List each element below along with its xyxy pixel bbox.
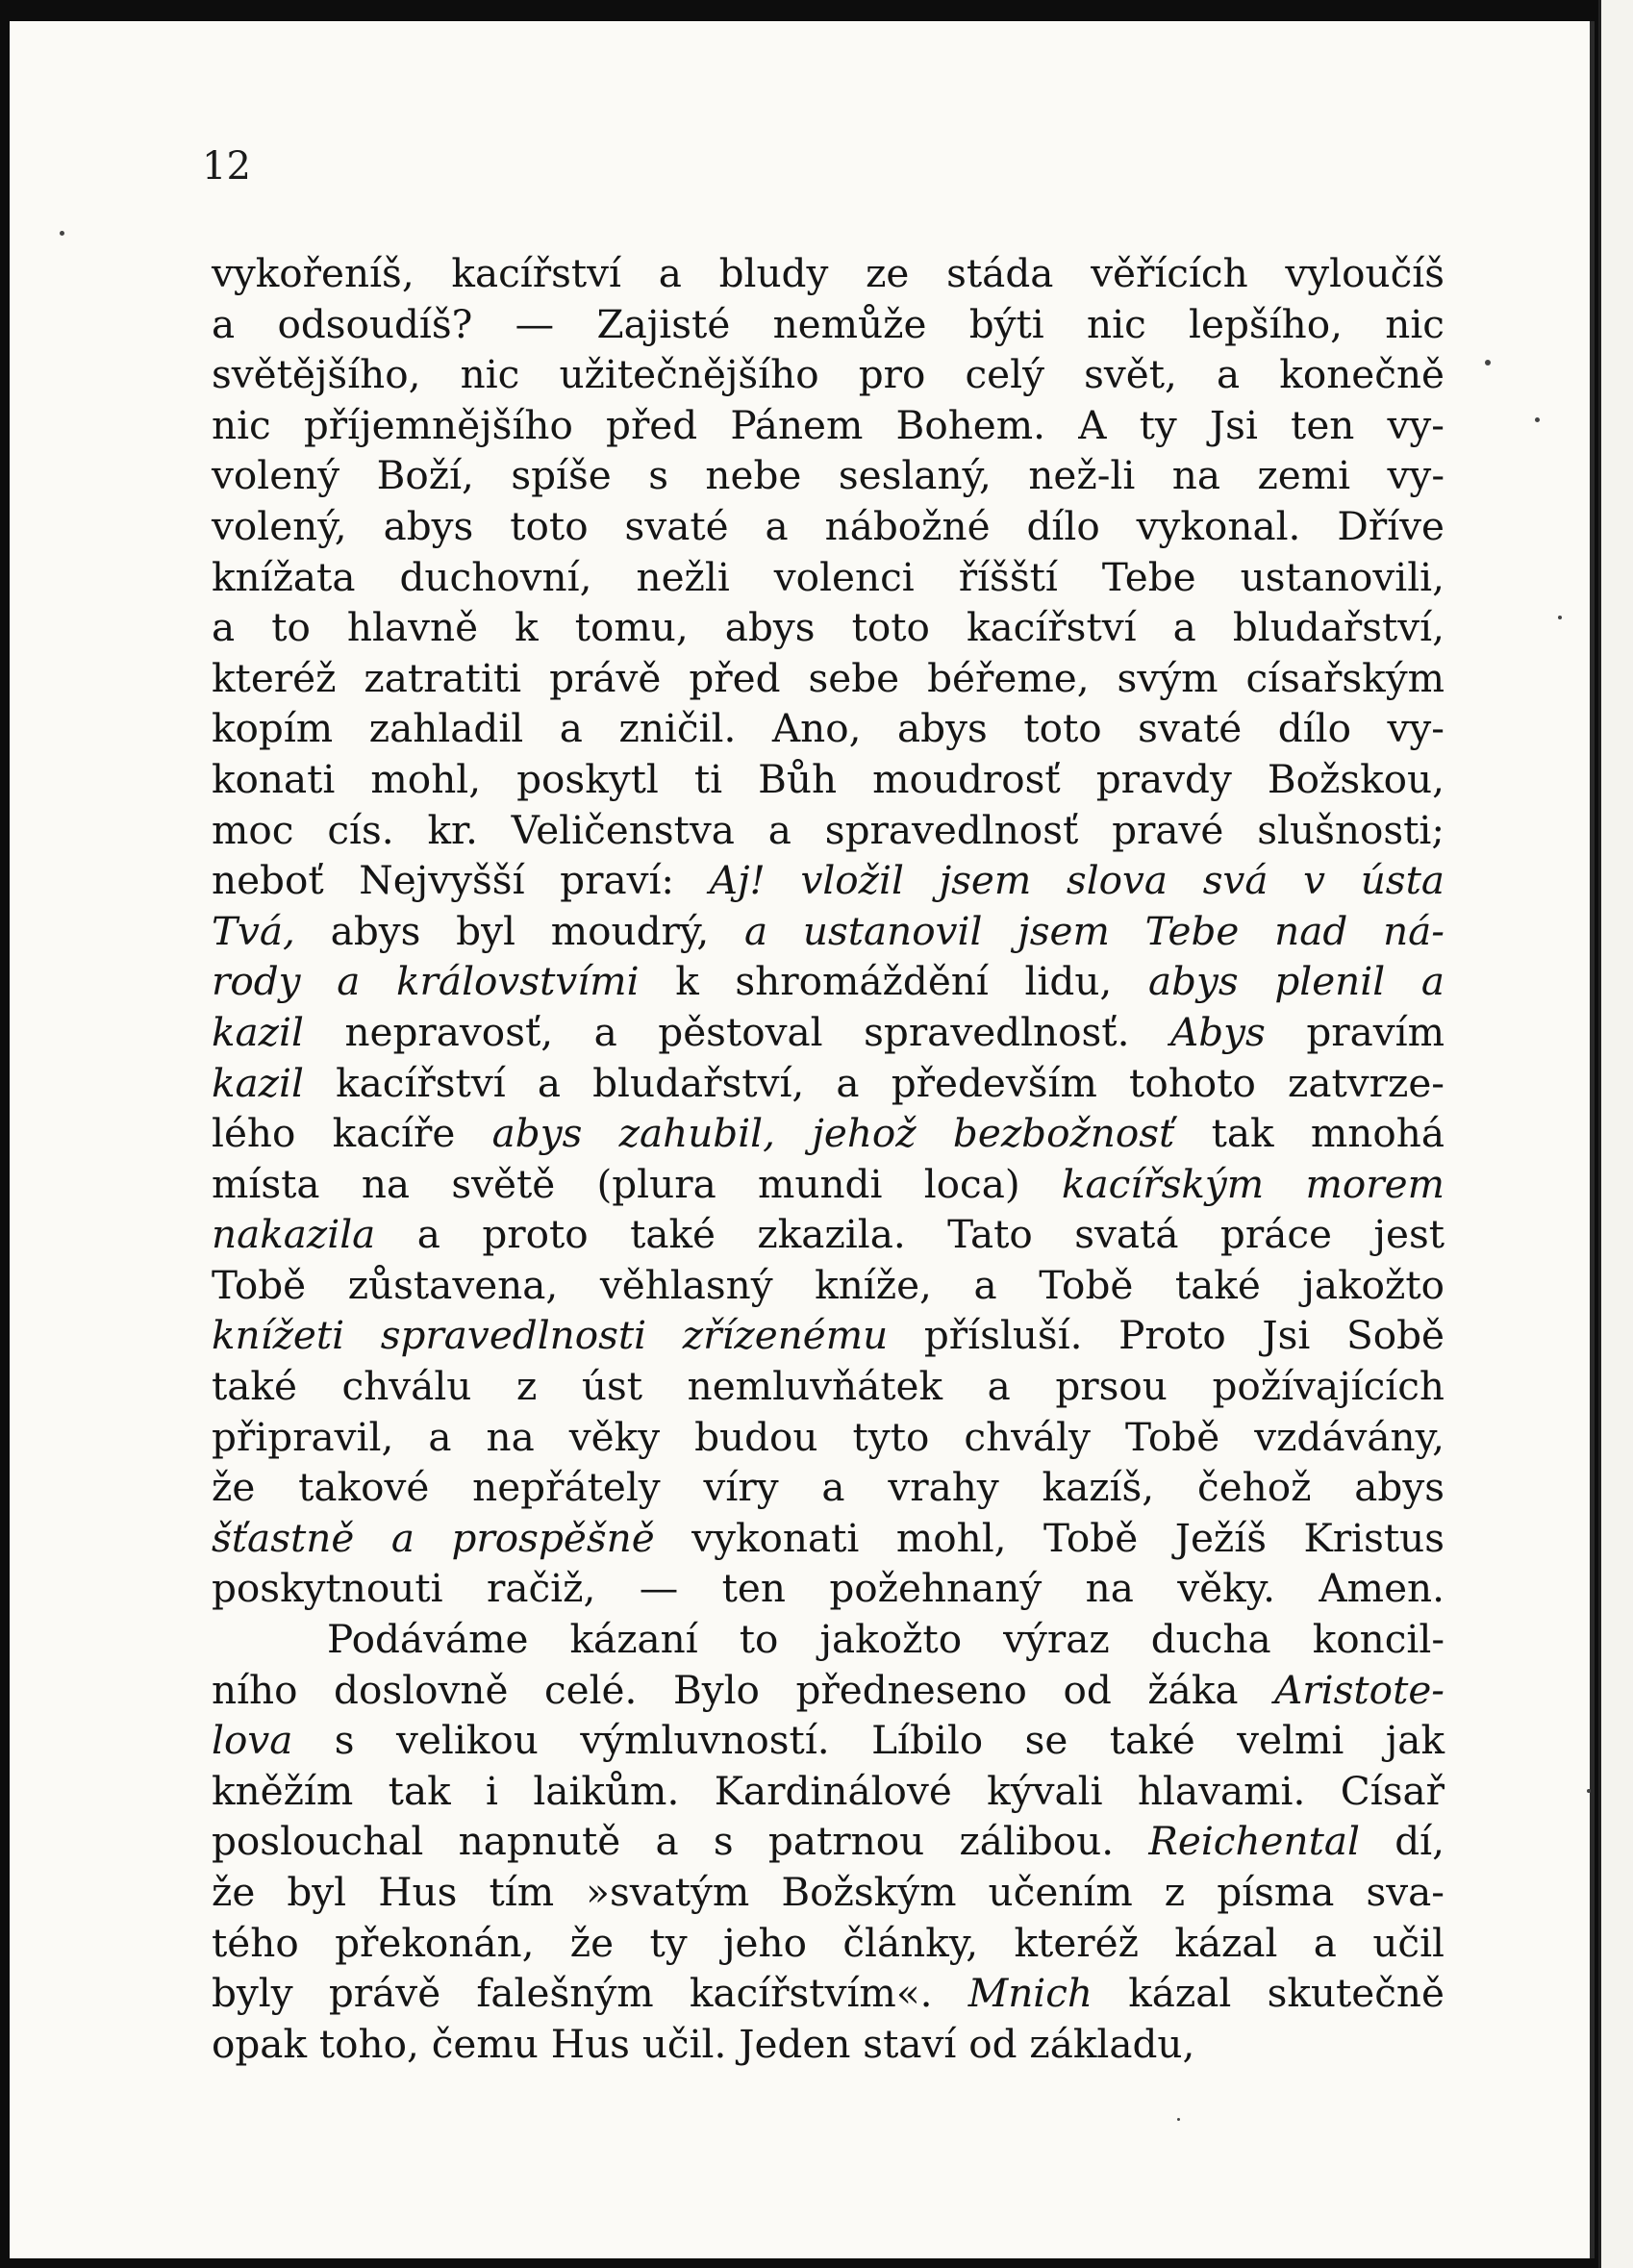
text-run: pravím xyxy=(1265,1008,1445,1055)
italic-text: kazil xyxy=(212,1059,304,1106)
text-line xyxy=(212,956,1445,1007)
text-run: ního doslovně celé. Bylo předneseno od žáka xyxy=(212,1666,1275,1713)
text-run: poslouchal napnutě a s patrnou zálibou. xyxy=(212,1818,1149,1865)
text-line xyxy=(212,653,1445,704)
text-run: kopím zahladil a zničil. Ano, abys toto svaté dílo vy- xyxy=(212,705,1445,752)
text-run: připravil, a na věky budou tyto chvály Tobě vzdávány, xyxy=(212,1413,1445,1460)
text-run: volený, abys toto svaté a nábožné dílo vykonal. Dříve xyxy=(212,502,1445,549)
adjacent-page-edge xyxy=(1598,0,1633,2268)
text-line xyxy=(212,805,1445,856)
text-run: Tobě zůstavena, věhlasný kníže, a Tobě také jakožto xyxy=(212,1261,1445,1308)
italic-text: nakazila xyxy=(212,1211,376,1258)
text-line xyxy=(212,501,1445,552)
text-run: konati mohl, poskytl ti Bůh moudrosť pravdy Božskou, xyxy=(212,755,1445,802)
italic-text: kacířským morem xyxy=(1061,1160,1445,1207)
italic-text: Abys xyxy=(1169,1008,1266,1055)
italic-text: Aj! vložil jsem slova svá v ústa xyxy=(709,857,1445,904)
text-line xyxy=(212,1412,1445,1463)
text-run: nepravosť, a pěstoval spravedlnosť. xyxy=(303,1008,1170,1055)
text-line xyxy=(212,1715,1445,1766)
text-run: a to hlavně k tomu, abys toto kacířství a bludařství, xyxy=(212,604,1445,651)
text-line xyxy=(212,1816,1445,1867)
text-run: vykonati mohl, Tobě Ježíš Kristus xyxy=(654,1514,1445,1561)
italic-text: abys plenil a xyxy=(1147,958,1445,1005)
italic-text: Aristote- xyxy=(1274,1666,1445,1713)
text-line xyxy=(212,1766,1445,1817)
italic-text: knížeti spravedlnosti zřízenému xyxy=(212,1312,889,1359)
text-line xyxy=(212,1665,1445,1716)
body-text xyxy=(212,248,1445,2069)
text-run: že byl Hus tím »svatým Božským učením z písma sva- xyxy=(212,1869,1445,1915)
text-run: a proto také zkazila. Tato svatá práce jest xyxy=(375,1211,1445,1258)
italic-text: a ustanovil jsem Tebe nad ná- xyxy=(743,907,1445,954)
scan-speck xyxy=(1485,360,1491,365)
text-run: knížata duchovní, nežli volenci říšští Tebe ustanovili, xyxy=(212,553,1445,600)
text-run: že takové nepřátely víry a vrahy kazíš, čehož abys xyxy=(212,1464,1445,1511)
text-line xyxy=(212,2019,1445,2070)
text-run: volený Boží, spíše s nebe seslaný, než-li na zemi vy- xyxy=(212,452,1445,499)
italic-text: lova xyxy=(212,1717,293,1764)
text-run: k shromáždění lidu, xyxy=(639,958,1148,1005)
text-line xyxy=(212,349,1445,400)
text-line xyxy=(212,855,1445,906)
text-line xyxy=(212,1462,1445,1513)
text-line xyxy=(212,299,1445,350)
italic-text: Reichental xyxy=(1148,1818,1360,1865)
text-run: Podáváme kázaní to jakožto výraz ducha koncil- xyxy=(327,1616,1445,1663)
text-run: s velikou výmluvností. Líbilo se také velmi jak xyxy=(292,1717,1445,1764)
text-line xyxy=(212,1614,1445,1665)
text-line xyxy=(212,1007,1445,1058)
text-run: lého kacíře xyxy=(212,1110,492,1157)
text-run: nic příjemnějšího před Pánem Bohem. A ty Jsi ten vy- xyxy=(212,401,1445,448)
text-line xyxy=(212,1867,1445,1918)
text-line xyxy=(212,1108,1445,1159)
text-run: opak toho, čemu Hus učil. Jeden staví od základu, xyxy=(212,2020,1195,2067)
page-number: 12 xyxy=(202,144,251,189)
italic-text: abys zahubil, jehož bezbožnosť xyxy=(491,1110,1175,1157)
text-line xyxy=(212,906,1445,957)
text-line xyxy=(212,1361,1445,1412)
text-line xyxy=(212,703,1445,754)
text-line xyxy=(212,552,1445,603)
text-line xyxy=(212,400,1445,451)
text-run: místa na světě (plura mundi loca) xyxy=(212,1160,1062,1207)
text-line xyxy=(212,1563,1445,1614)
text-run: byly právě falešným kacířstvím«. xyxy=(212,1970,968,2017)
text-line xyxy=(212,1310,1445,1361)
text-run: moc cís. kr. Veličenstva a spravedlnosť pravé slušnosti; xyxy=(212,806,1445,853)
text-line xyxy=(212,602,1445,653)
text-line xyxy=(212,248,1445,299)
italic-text: šťastně a prospěšně xyxy=(212,1514,655,1561)
text-run: přísluší. Proto Jsi Sobě xyxy=(888,1312,1445,1359)
scan-speck xyxy=(1177,2118,1180,2121)
text-run: kněžím tak i laikům. Kardinálové kývali hlavami. Císař xyxy=(212,1767,1445,1814)
text-run: také chválu z úst nemluvňátek a prsou požívajících xyxy=(212,1363,1445,1410)
text-line xyxy=(212,1260,1445,1311)
scan-speck xyxy=(60,231,64,236)
scan-speck xyxy=(1558,616,1562,619)
italic-text: Mnich xyxy=(967,1970,1093,2017)
text-line xyxy=(212,1159,1445,1210)
text-run: dí, xyxy=(1359,1818,1445,1865)
text-run: a odsoudíš? — Zajisté nemůže býti nic lepšího, nic xyxy=(212,300,1445,347)
text-line xyxy=(212,1209,1445,1260)
text-run: kacířství a bludařství, a především tohoto zatvrze- xyxy=(303,1059,1445,1106)
text-line xyxy=(212,450,1445,501)
text-line xyxy=(212,1058,1445,1109)
text-line xyxy=(212,754,1445,805)
scan-speck xyxy=(1587,1789,1591,1793)
text-run: tak mnohá xyxy=(1174,1110,1445,1157)
text-line xyxy=(212,1968,1445,2019)
text-line xyxy=(212,1918,1445,1969)
text-run: poskytnouti račiž, — ten požehnaný na věky. Amen. xyxy=(212,1565,1445,1612)
text-run: neboť Nejvyšší praví: xyxy=(212,857,710,904)
text-run: světějšího, nic užitečnějšího pro celý svět, a konečně xyxy=(212,351,1445,398)
text-run: kázal skutečně xyxy=(1093,1970,1445,2017)
italic-text: Tvá, xyxy=(212,907,295,954)
scan-speck xyxy=(1535,417,1540,422)
italic-text: rody a královstvími xyxy=(212,958,640,1005)
text-run: abys byl moudrý, xyxy=(294,907,744,954)
text-line xyxy=(212,1513,1445,1564)
text-run: tého překonán, že ty jeho články, kteréž kázal a učil xyxy=(212,1919,1445,1966)
italic-text: kazil xyxy=(212,1008,304,1055)
text-run: vykořeníš, kacířství a bludy ze stáda věřících vyloučíš xyxy=(212,250,1445,296)
text-run: kteréž zatratiti právě před sebe béřeme, svým císařským xyxy=(212,654,1445,701)
